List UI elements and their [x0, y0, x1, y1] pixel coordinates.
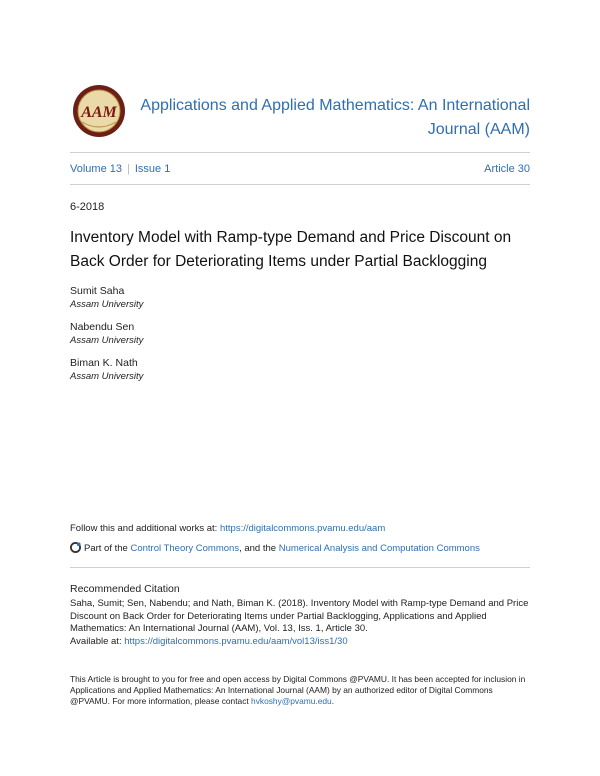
issue-divider — [70, 184, 530, 185]
issue-separator: | — [126, 163, 130, 175]
journal-logo-icon — [72, 84, 126, 138]
author-affiliation: Assam University — [70, 299, 144, 310]
access-notice-text: This Article is brought to you for free and open access by Digital Commons @PVAMU. It has been accepted for inclusion in Applications and Applied Mathematics: An International Journal (AAM) by an authorized editor of Digital Commons @PVAMU. For more information, please contact — [70, 674, 526, 706]
author-name: Biman K. Nath — [70, 357, 138, 369]
available-link[interactable]: https://digitalcommons.pvamu.edu/aam/vol13/iss1/30 — [124, 635, 348, 647]
issue-link[interactable]: Issue 1 — [134, 163, 171, 175]
author-affiliation: Assam University — [70, 371, 144, 382]
article-link[interactable]: Article 30 — [484, 163, 530, 175]
access-notice — [70, 674, 530, 707]
journal-title-link[interactable]: Applications and Applied Mathematics: An International Journal (AAM) — [140, 97, 530, 138]
citation-text: Saha, Sumit; Sen, Nabendu; and Nath, Biman K. (2018). Inventory Model with Ramp-type Demand and Price Discount on Back Order for Deteriorating Items under Partial Backlogging, Applications and Applied Mathematics: An International Journal (AAM), Vol. 13, Iss. 1, Article 30. — [70, 598, 529, 634]
part-of-prefix: Part of the — [84, 543, 131, 554]
journal-title[interactable] — [140, 94, 530, 142]
recommended-citation-heading: Recommended Citation — [70, 583, 180, 595]
follow-text: Follow this and additional works at: — [70, 523, 220, 534]
issue-line — [70, 163, 530, 175]
author-3 — [70, 357, 143, 383]
access-notice-end: . — [331, 696, 335, 706]
author-2 — [70, 321, 143, 347]
article-title: Inventory Model with Ramp-type Demand and Price Discount on Back Order for Deteriorating Items under Partial Backlogging — [70, 229, 512, 270]
author-affiliation: Assam University — [70, 335, 144, 346]
author-1 — [70, 285, 143, 311]
author-name: Nabendu Sen — [70, 321, 135, 333]
part-of-line — [70, 542, 480, 554]
control-theory-commons-link[interactable]: Control Theory Commons — [130, 543, 240, 554]
volume-link[interactable]: Volume 13 — [70, 163, 122, 175]
svg-text:AAM: AAM — [81, 104, 117, 121]
commons-network-icon — [70, 542, 81, 553]
available-prefix: Available at: — [70, 635, 125, 647]
publication-date: 6-2018 — [70, 201, 105, 213]
citation-divider — [70, 567, 530, 568]
header-divider — [70, 152, 530, 153]
follow-line — [70, 523, 385, 534]
contact-email-link[interactable]: hvkoshy@pvamu.edu — [251, 696, 332, 706]
author-name: Sumit Saha — [70, 285, 125, 297]
part-of-middle: , and the — [239, 543, 279, 554]
numerical-analysis-commons-link[interactable]: Numerical Analysis and Computation Commons — [278, 543, 480, 554]
follow-link[interactable]: https://digitalcommons.pvamu.edu/aam — [219, 523, 386, 534]
recommended-citation — [70, 598, 530, 648]
